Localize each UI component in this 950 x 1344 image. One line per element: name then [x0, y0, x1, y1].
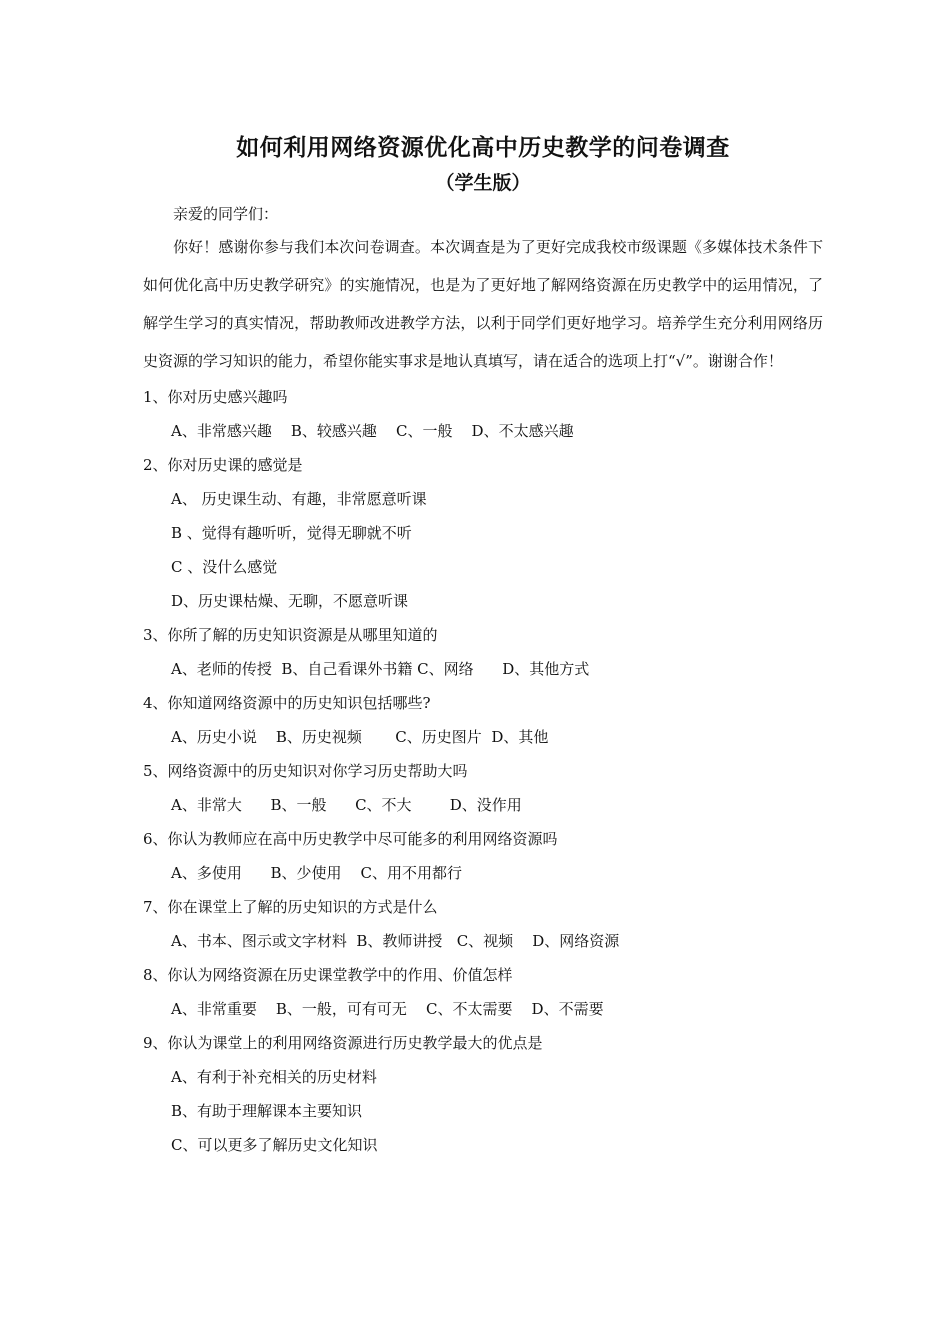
question-text: 9、你认为课堂上的利用网络资源进行历史教学最大的优点是 [143, 1034, 543, 1052]
question-text: 7、你在课堂上了解的历史知识的方式是什么 [143, 898, 438, 916]
question-3 [143, 618, 823, 686]
question-text: 8、你认为网络资源在历史课堂教学中的作用、价值怎样 [143, 966, 513, 984]
options-line: A、历史小说 B、历史视频 C、历史图片 D、其他 [171, 728, 549, 746]
question-9 [143, 1026, 823, 1162]
option-d: D、历史课枯燥、无聊，不愿意听课 [171, 592, 409, 610]
question-7 [143, 890, 823, 958]
question-8 [143, 958, 823, 1026]
options-line: A、非常感兴趣 B、较感兴趣 C、一般 D、不太感兴趣 [171, 422, 574, 440]
options-line: A、非常重要 B、一般，可有可无 C、不太需要 D、不需要 [171, 1000, 604, 1018]
question-5 [143, 754, 823, 822]
document-subtitle: （学生版） [435, 172, 531, 194]
question-text: 3、你所了解的历史知识资源是从哪里知道的 [143, 626, 438, 644]
question-6 [143, 822, 823, 890]
option-a: A、 历史课生动、有趣，非常愿意听课 [171, 490, 427, 508]
options-line: A、非常大 B、一般 C、不大 D、没作用 [171, 796, 522, 814]
option-c: C 、没什么感觉 [171, 558, 278, 576]
options-line: A、书本、图示或文字材料 B、教师讲授 C、视频 D、网络资源 [171, 932, 620, 950]
question-text: 4、你知道网络资源中的历史知识包括哪些? [143, 694, 431, 712]
question-text: 1、你对历史感兴趣吗 [143, 388, 288, 406]
options-line: A、老师的传授 B、自己看课外书籍 C、网络 D、其他方式 [171, 660, 590, 678]
document-page [143, 128, 823, 1162]
option-b: B、有助于理解课本主要知识 [171, 1102, 363, 1120]
salutation: 亲爱的同学们： [173, 205, 279, 223]
question-1 [143, 380, 823, 448]
options-line: A、多使用 B、少使用 C、用不用都行 [171, 864, 463, 882]
intro-paragraph: 你好！感谢你参与我们本次问卷调查。本次调查是为了更好完成我校市级课题《多媒体技术条件下如何优化高中历史教学研究》的实施情况，也是为了更好地了解网络资源在历史教学中的运用情况，了解学生学习的真实情况，帮助教师改进教学方法，以利于同学们更好地学习。培养学生充分利用网络历史资源的学习知识的能力，希望你能实事求是地认真填写，请在适合的选项上打“√”。谢谢合作！ [143, 238, 823, 370]
question-4 [143, 686, 823, 754]
question-text: 2、你对历史课的感觉是 [143, 456, 303, 474]
document-title: 如何利用网络资源优化高中历史教学的问卷调查 [236, 134, 730, 161]
question-text: 5、网络资源中的历史知识对你学习历史帮助大吗 [143, 762, 468, 780]
question-text: 6、你认为教师应在高中历史教学中尽可能多的利用网络资源吗 [143, 830, 558, 848]
option-c: C、可以更多了解历史文化知识 [171, 1136, 378, 1154]
option-b: B 、觉得有趣听听，觉得无聊就不听 [171, 524, 412, 542]
question-2 [143, 448, 823, 618]
option-a: A、有利于补充相关的历史材料 [171, 1068, 377, 1086]
